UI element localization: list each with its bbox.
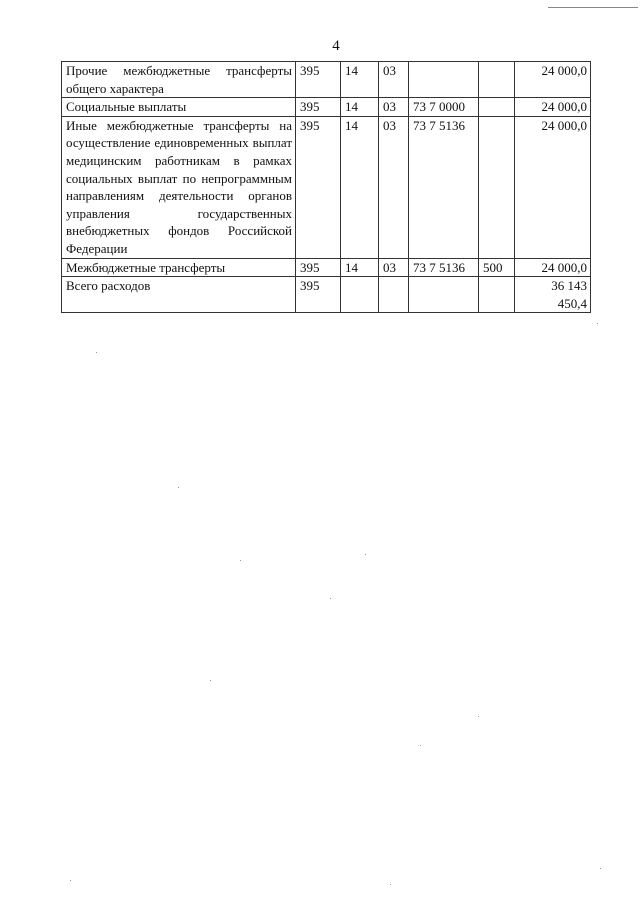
amount-cell: 24 000,0: [515, 116, 591, 258]
expense-type-cell: [479, 62, 515, 98]
row-name-cell: Социальные выплаты: [62, 98, 296, 117]
scan-speck: [478, 716, 479, 717]
expense-type-cell: [479, 277, 515, 313]
grbs-cell: 395: [296, 62, 341, 98]
target-article-cell: 73 7 5136: [409, 258, 479, 277]
section-cell: 14: [341, 258, 379, 277]
scan-speck: [96, 352, 97, 353]
row-name-cell: Иные межбюджетные трансферты на осуществление единовременных выплат медицинским работникам в рамках социальных выплат по непрограммным направлениям деятельности органов управления государственных внебюджетных фондов Российской Федерации: [62, 116, 296, 258]
scan-speck: [420, 745, 421, 746]
target-article-cell: 73 7 5136: [409, 116, 479, 258]
budget-table: [61, 61, 591, 313]
subsection-cell: 03: [379, 258, 409, 277]
table-row: [62, 62, 591, 98]
scan-speck: [600, 868, 601, 869]
grbs-cell: 395: [296, 116, 341, 258]
amount-cell: 24 000,0: [515, 62, 591, 98]
subsection-cell: 03: [379, 62, 409, 98]
expense-type-cell: 500: [479, 258, 515, 277]
table-row: [62, 116, 591, 258]
section-cell: 14: [341, 62, 379, 98]
scan-speck: [597, 323, 598, 324]
section-cell: [341, 277, 379, 313]
scan-speck: [330, 598, 331, 599]
scan-speck: [390, 884, 391, 885]
amount-cell: 24 000,0: [515, 258, 591, 277]
table-row: [62, 258, 591, 277]
row-name-cell: Прочие межбюджетные трансферты общего характера: [62, 62, 296, 98]
scan-speck: [210, 680, 211, 681]
target-article-cell: [409, 277, 479, 313]
subsection-cell: 03: [379, 98, 409, 117]
table-row-total: [62, 277, 591, 313]
page-number: 4: [332, 38, 340, 54]
scan-edge-line: [548, 7, 638, 8]
grbs-cell: 395: [296, 277, 341, 313]
expense-type-cell: [479, 116, 515, 258]
expense-type-cell: [479, 98, 515, 117]
target-article-cell: [409, 62, 479, 98]
scan-speck: [365, 554, 366, 555]
scan-speck: [70, 880, 71, 881]
subsection-cell: [379, 277, 409, 313]
section-cell: 14: [341, 98, 379, 117]
grbs-cell: 395: [296, 258, 341, 277]
amount-cell: 36 143 450,4: [515, 277, 591, 313]
amount-cell: 24 000,0: [515, 98, 591, 117]
grbs-cell: 395: [296, 98, 341, 117]
row-name-cell: Межбюджетные трансферты: [62, 258, 296, 277]
target-article-cell: 73 7 0000: [409, 98, 479, 117]
table-row: [62, 98, 591, 117]
scan-speck: [178, 487, 179, 488]
row-name-cell: Всего расходов: [62, 277, 296, 313]
subsection-cell: 03: [379, 116, 409, 258]
scan-speck: [240, 560, 241, 561]
section-cell: 14: [341, 116, 379, 258]
